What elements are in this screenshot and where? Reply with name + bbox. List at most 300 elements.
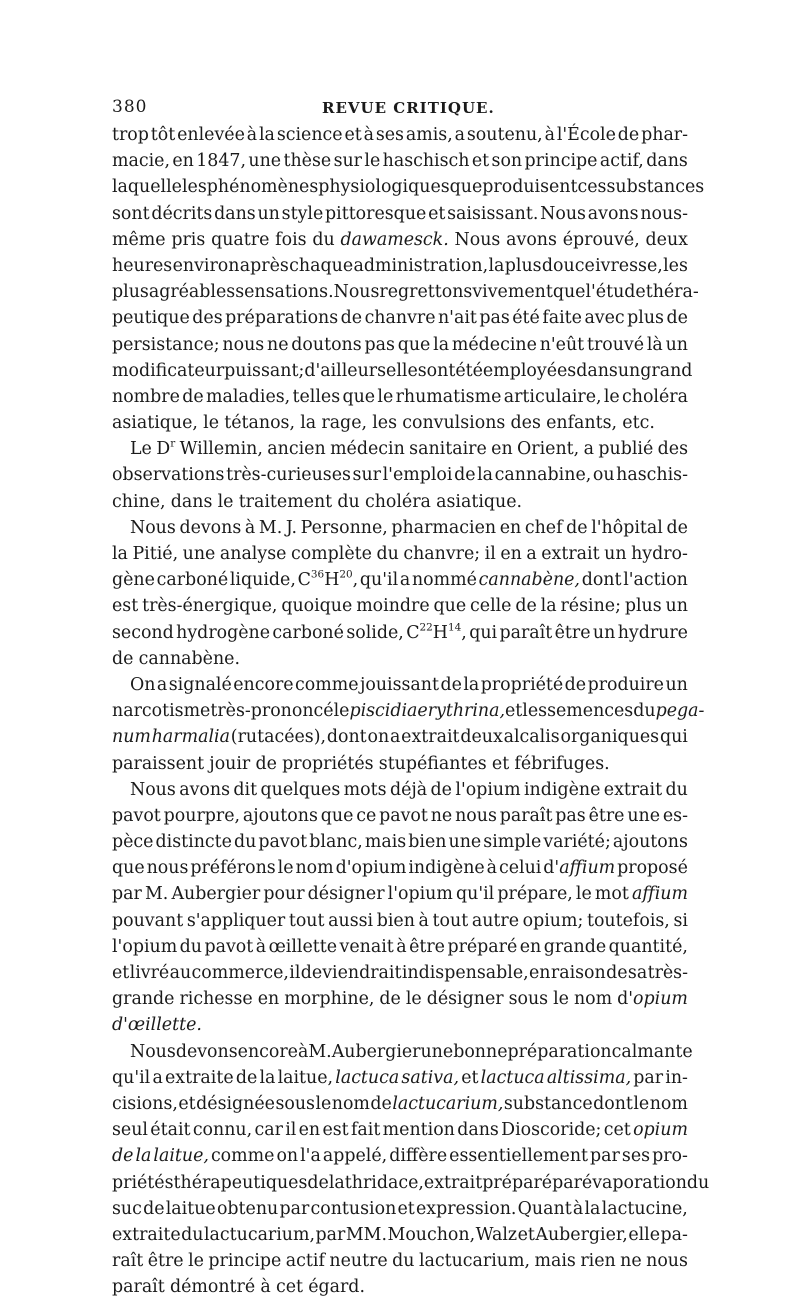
word — [112, 489, 166, 515]
word — [665, 1065, 688, 1091]
word — [646, 279, 699, 305]
text-fragment: la — [540, 596, 557, 617]
word — [308, 1039, 331, 1065]
text-fragment: en — [529, 963, 551, 983]
word — [656, 698, 705, 724]
word — [518, 1222, 535, 1248]
text-line — [112, 1012, 688, 1038]
text-fragment: celle — [470, 596, 512, 617]
word — [390, 777, 427, 803]
word — [542, 253, 595, 279]
text-fragment: désigner — [426, 989, 504, 1010]
text-fragment: l'École — [556, 125, 616, 145]
word — [585, 1196, 601, 1222]
word — [455, 122, 465, 148]
word — [584, 436, 594, 462]
word — [176, 620, 270, 646]
word — [112, 751, 204, 777]
word — [203, 410, 219, 436]
text-fragment: Nous — [454, 229, 501, 250]
text-fragment: , — [352, 570, 359, 591]
word — [267, 332, 289, 358]
word — [666, 593, 688, 619]
text-fragment: la — [463, 674, 480, 695]
text-fragment: grande — [112, 989, 175, 1010]
text-fragment: deux — [460, 727, 503, 748]
text-fragment: distincte — [155, 832, 232, 853]
italic-text: lactucarium, — [392, 1093, 504, 1114]
word — [112, 541, 128, 567]
word — [208, 1248, 281, 1274]
text-fragment: saisissant. — [447, 203, 539, 224]
text-fragment: essentiellement — [449, 1146, 589, 1167]
text-fragment: l'hôpital — [591, 517, 663, 538]
word — [617, 986, 688, 1012]
word — [329, 1248, 387, 1274]
word — [344, 777, 387, 803]
text-fragment: de — [515, 596, 537, 617]
word — [479, 305, 509, 331]
word — [590, 1143, 620, 1169]
text-fragment: tétanos, — [224, 413, 295, 434]
word — [472, 908, 519, 934]
text-fragment: en — [172, 151, 194, 172]
text-fragment: des — [192, 308, 223, 329]
text-fragment: chanvre; — [403, 544, 481, 564]
word — [452, 332, 537, 358]
text-fragment: opium; — [522, 910, 584, 931]
word — [419, 908, 429, 934]
text-fragment: cannabine, — [494, 465, 592, 486]
text-fragment: pro- — [652, 1146, 688, 1167]
text-fragment: on — [367, 727, 390, 748]
word — [351, 1117, 380, 1143]
text-fragment: grand — [640, 360, 693, 381]
word — [544, 934, 606, 960]
text-fragment: que — [433, 596, 467, 617]
word — [112, 908, 183, 934]
text-fragment: diffère — [389, 1146, 448, 1167]
word — [349, 698, 417, 724]
text-fragment: sont — [112, 203, 150, 224]
word — [112, 227, 166, 253]
text-line — [112, 489, 688, 515]
word — [427, 358, 456, 384]
text-fragment: Nous — [130, 779, 176, 800]
word — [225, 305, 338, 331]
text-fragment: MM. — [345, 1224, 388, 1245]
text-fragment: principe — [208, 1251, 282, 1272]
text-fragment: Orient, — [517, 439, 580, 460]
word — [650, 1091, 688, 1117]
text-fragment: mais — [534, 1251, 576, 1272]
word — [511, 410, 541, 436]
word — [534, 1248, 575, 1274]
word — [179, 986, 252, 1012]
word — [182, 174, 207, 200]
text-fragment: tôt — [150, 125, 176, 145]
word — [364, 122, 374, 148]
text-fragment: après — [239, 255, 289, 276]
text-fragment: l'étude — [585, 282, 646, 303]
text-fragment: en — [499, 517, 522, 538]
text-fragment: être — [409, 936, 445, 957]
text-fragment: et — [517, 1224, 535, 1245]
word — [408, 855, 484, 881]
text-fragment: à — [255, 936, 267, 957]
word — [257, 201, 279, 227]
text-fragment: ou — [592, 465, 615, 486]
text-fragment: ajoutons — [242, 805, 318, 826]
text-line — [112, 1170, 710, 1196]
word — [525, 515, 563, 541]
word — [238, 1039, 298, 1065]
word — [112, 620, 174, 646]
word — [243, 803, 318, 829]
text-fragment: avons — [587, 203, 639, 224]
word — [587, 908, 670, 934]
word — [589, 803, 625, 829]
text-fragment: quelques — [260, 779, 341, 800]
text-fragment: les — [663, 255, 688, 276]
word — [398, 332, 431, 358]
word — [392, 1248, 414, 1274]
word — [433, 908, 469, 934]
text-fragment: de — [143, 1198, 165, 1219]
text-fragment: le — [315, 1093, 332, 1114]
italic-text: affium — [632, 884, 688, 905]
superscript: 14 — [447, 621, 462, 634]
text-fragment: de — [564, 674, 587, 695]
text-fragment: indigène — [408, 858, 485, 879]
text-fragment: Le — [130, 439, 152, 460]
text-fragment: éprouvé, — [562, 229, 640, 250]
word — [587, 332, 644, 358]
text-line — [112, 410, 688, 436]
word — [424, 1170, 482, 1196]
text-fragment: moindre — [356, 596, 430, 617]
text-fragment: fois — [275, 229, 307, 250]
text-fragment: Dioscoride; — [501, 1120, 602, 1141]
text-fragment: Nous — [540, 203, 586, 224]
text-fragment: a — [454, 125, 465, 145]
text-fragment: sur — [333, 151, 363, 172]
text-fragment: choléra — [364, 491, 431, 512]
text-line — [112, 620, 688, 646]
word — [112, 1065, 150, 1091]
text-fragment: quantité, — [608, 936, 688, 957]
word — [222, 332, 264, 358]
word — [604, 384, 620, 410]
text-fragment: que — [342, 386, 376, 407]
text-fragment: dans — [646, 151, 688, 172]
word — [547, 698, 633, 724]
word — [340, 227, 448, 253]
word — [618, 620, 688, 646]
word — [470, 593, 511, 619]
word — [112, 698, 210, 724]
word — [661, 1222, 688, 1248]
text-fragment: peutique — [112, 308, 190, 329]
word — [307, 1170, 328, 1196]
word — [438, 305, 477, 331]
word — [279, 1196, 309, 1222]
word — [514, 751, 609, 777]
text-fragment: de — [340, 308, 363, 329]
text-line — [112, 1196, 688, 1222]
word — [112, 1091, 178, 1117]
word — [593, 1091, 633, 1117]
text-fragment: dans — [576, 360, 618, 381]
word — [434, 593, 467, 619]
text-fragment: hydrogène — [176, 622, 271, 643]
text-line — [112, 253, 688, 279]
text-fragment: pèce — [112, 832, 154, 853]
text-fragment: ses — [375, 125, 404, 145]
text-fragment: calmante — [611, 1041, 693, 1062]
word — [492, 148, 523, 174]
word — [396, 384, 502, 410]
text-line — [112, 1091, 688, 1117]
text-fragment: être — [147, 1251, 184, 1272]
text-fragment: appelé, — [322, 1146, 388, 1167]
text-fragment: extrait — [401, 727, 460, 748]
word — [170, 960, 192, 986]
word — [356, 593, 429, 619]
text-fragment: ont — [426, 360, 456, 381]
word — [214, 201, 256, 227]
text-fragment: n'eût — [539, 334, 585, 355]
word — [545, 122, 555, 148]
word — [166, 1196, 216, 1222]
word — [209, 751, 250, 777]
text-fragment: très- — [647, 963, 688, 983]
word — [259, 1065, 275, 1091]
word — [258, 829, 307, 855]
word — [322, 1117, 348, 1143]
text-line — [112, 672, 688, 698]
text-fragment: le — [405, 989, 422, 1010]
word — [409, 436, 487, 462]
word — [593, 620, 615, 646]
text-fragment: les — [522, 701, 548, 722]
word — [298, 567, 359, 593]
text-fragment: du — [376, 544, 399, 564]
text-line — [112, 436, 688, 462]
text-fragment: semences — [547, 701, 634, 722]
word — [408, 829, 446, 855]
text-fragment: pavot — [112, 805, 161, 826]
italic-text: lactuca — [480, 1067, 545, 1088]
text-line — [112, 358, 693, 384]
word — [142, 593, 277, 619]
text-line — [112, 724, 688, 750]
text-fragment: physiologiques — [318, 177, 450, 198]
text-line — [112, 305, 688, 331]
text-fragment: C — [297, 570, 311, 591]
text-fragment: en — [491, 439, 513, 460]
text-fragment: démontré — [169, 1277, 256, 1298]
text-fragment: extraite — [112, 1224, 181, 1245]
text-fragment: et — [505, 701, 523, 722]
text-fragment: elles — [386, 360, 427, 381]
word — [211, 1143, 274, 1169]
word — [561, 724, 660, 750]
word — [157, 672, 167, 698]
word — [327, 724, 367, 750]
word — [633, 1065, 663, 1091]
text-fragment: produisent — [482, 177, 578, 198]
word — [541, 541, 599, 567]
word — [383, 1117, 455, 1143]
word — [204, 1222, 315, 1248]
text-fragment: laitue, — [277, 1067, 334, 1088]
word — [482, 1170, 552, 1196]
word — [386, 358, 427, 384]
text-fragment: es- — [662, 805, 688, 826]
text-fragment: liquide, — [229, 570, 296, 591]
word — [112, 803, 161, 829]
text-fragment: du — [312, 229, 335, 250]
word — [193, 1117, 252, 1143]
text-fragment: stupéfiantes — [378, 753, 487, 774]
text-fragment: trouvé — [586, 334, 645, 355]
word — [648, 960, 688, 986]
word — [523, 908, 584, 934]
word — [239, 489, 332, 515]
text-fragment: in- — [665, 1067, 688, 1088]
word — [112, 174, 182, 200]
word — [525, 148, 598, 174]
text-line — [112, 227, 688, 253]
text-fragment: là — [646, 334, 663, 355]
word — [600, 148, 644, 174]
word — [337, 489, 359, 515]
word — [112, 305, 190, 331]
word — [226, 462, 351, 488]
italic-text: piscidia — [349, 701, 418, 722]
word — [419, 1248, 530, 1274]
word — [504, 724, 560, 750]
text-fragment: nom — [331, 1093, 370, 1114]
word — [328, 908, 373, 934]
text-fragment: d'ailleurs — [304, 360, 387, 381]
text-fragment: Nous — [130, 517, 176, 538]
word — [591, 515, 663, 541]
text-fragment: par — [590, 1146, 620, 1167]
text-fragment: jouir — [209, 753, 251, 774]
text-fragment: la — [259, 125, 275, 145]
word — [391, 515, 496, 541]
word — [563, 227, 640, 253]
word — [658, 436, 688, 462]
word — [641, 122, 688, 148]
text-fragment: la — [477, 465, 494, 486]
word — [269, 934, 337, 960]
text-fragment: évaporation — [581, 1172, 687, 1193]
text-line — [112, 201, 688, 227]
text-fragment: hydro- — [631, 544, 688, 564]
text-fragment: l'opium — [455, 779, 521, 800]
text-fragment: hydrure — [617, 622, 688, 643]
word — [301, 960, 402, 986]
text-fragment: par — [112, 884, 142, 905]
text-fragment: du — [392, 1251, 415, 1272]
text-fragment: connu, — [192, 1120, 253, 1141]
text-line — [112, 384, 688, 410]
text-fragment: Aubergier — [171, 884, 261, 905]
text-fragment: propriétés — [282, 753, 374, 774]
text-fragment: Aubergier, — [535, 1224, 628, 1245]
text-fragment: nous — [455, 805, 497, 826]
text-fragment: trop — [112, 125, 149, 145]
text-fragment: pharmacien — [391, 517, 497, 538]
word — [604, 541, 626, 567]
text-fragment: que — [320, 805, 354, 826]
word — [467, 122, 543, 148]
text-fragment: plus — [624, 596, 662, 617]
text-fragment: pavot — [258, 832, 308, 853]
word — [505, 698, 522, 724]
word — [171, 489, 213, 515]
text-fragment: son — [491, 151, 523, 172]
word — [300, 410, 316, 436]
text-fragment: du — [181, 1224, 204, 1245]
text-fragment: la — [584, 1198, 601, 1219]
word — [112, 384, 180, 410]
text-fragment: plus — [504, 255, 542, 276]
word — [211, 227, 269, 253]
text-fragment: mais — [364, 832, 407, 853]
word — [152, 724, 230, 750]
word — [457, 1117, 499, 1143]
text-line — [112, 462, 688, 488]
italic-text: num — [112, 727, 151, 748]
text-line — [112, 751, 688, 777]
word — [261, 777, 341, 803]
word — [401, 1065, 459, 1091]
text-fragment: extrait — [423, 1172, 483, 1193]
word — [472, 148, 489, 174]
text-fragment: encore — [233, 674, 294, 695]
text-fragment: pavot — [204, 936, 254, 957]
word — [481, 1065, 545, 1091]
text-fragment: que — [397, 334, 431, 355]
word — [433, 332, 449, 358]
word — [582, 567, 622, 593]
word — [272, 620, 344, 646]
italic-text: affium — [559, 858, 616, 879]
word — [196, 1091, 275, 1117]
text-fragment: il — [285, 1120, 297, 1141]
word — [543, 855, 615, 881]
text-fragment: quatre — [211, 229, 270, 250]
text-line — [112, 279, 699, 305]
text-fragment: 1847, — [196, 151, 247, 172]
word — [181, 1222, 203, 1248]
text-fragment: asiatique, — [112, 413, 198, 434]
word — [455, 777, 520, 803]
word — [476, 1222, 517, 1248]
word — [578, 174, 607, 200]
text-fragment: laitue — [165, 1198, 216, 1219]
word — [112, 1222, 181, 1248]
word — [112, 1143, 133, 1169]
text-fragment: amis, — [405, 125, 453, 145]
word — [143, 1196, 164, 1222]
word — [593, 462, 615, 488]
text-fragment: et — [344, 125, 362, 145]
